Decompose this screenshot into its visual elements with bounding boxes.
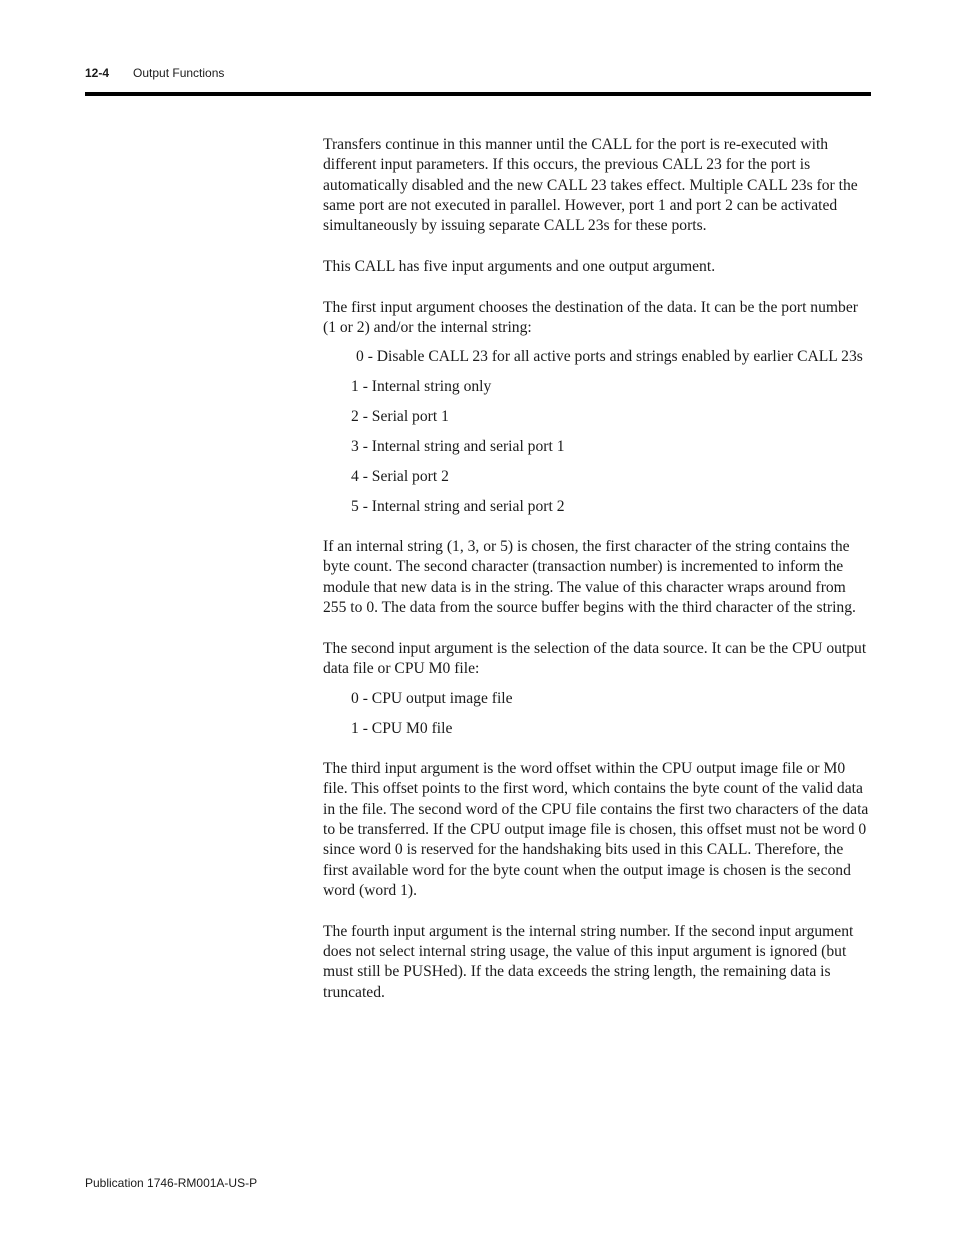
publication-footer: Publication 1746-RM001A-US-P	[85, 1176, 258, 1190]
paragraph-third-argument: The third input argument is the word offset within the CPU output image file or M0 file. This offset points to the first word, which contains the byte count of the valid data in the file. The second word of the CPU file contains the first two characters of the data to be transferred. If the CPU output image file is chosen, this offset must not be word 0 since word 0 is reserved for the handshaking bits used in this CALL. Therefore, the first available word for the byte count when the output image is chosen is the second word (word 1).	[323, 760, 869, 899]
paragraph-fourth-argument: The fourth input argument is the internal string number. If the second input argument does not select internal string usage, the value of this input argument is ignored (but must still be PUSHed). If the data exceeds the string length, the remaining data is truncated.	[323, 922, 854, 1001]
source-option-0: 0 - CPU output image file	[351, 689, 513, 707]
destination-option-2: 2 - Serial port 1	[351, 407, 449, 425]
paragraph-transfers: Transfers continue in this manner until the CALL for the port is re-executed with different input parameters. If this occurs, the previous CALL 23 for the port is automatically disabled and the new CALL 23 takes effect. Multiple CALL 23s for the same port are not executed in parallel. However, port 1 and port 2 can be activated simultaneously by issuing separate CALL 23s for these ports.	[323, 136, 858, 235]
destination-option-5: 5 - Internal string and serial port 2	[351, 497, 565, 515]
paragraph-arguments-count: This CALL has five input arguments and one output argument.	[323, 258, 716, 276]
page-number: 12-4	[85, 66, 110, 80]
paragraph-internal-string: If an internal string (1, 3, or 5) is chosen, the first character of the string contains the byte count. The second character (transaction number) is incremented to inform the module that new data is in the string. The value of this character wraps around from 255 to 0. The data from the source buffer begins with the third character of the string.	[323, 537, 856, 616]
paragraph-second-argument: The second input argument is the selection of the data source. It can be the CPU output data file or CPU M0 file:	[323, 639, 867, 677]
paragraph-first-argument: The first input argument chooses the destination of the data. It can be the port number (1 or 2) and/or the internal string:	[323, 298, 858, 337]
section-title: Output Functions	[133, 66, 225, 80]
destination-option-1: 1 - Internal string only	[351, 378, 492, 396]
page-body	[323, 135, 871, 1024]
destination-option-3: 3 - Internal string and serial port 1	[351, 437, 565, 455]
destination-option-4: 4 - Serial port 2	[351, 467, 449, 485]
page-header	[85, 66, 871, 96]
destination-option-0: 0 - Disable CALL 23 for all active ports and strings enabled by earlier CALL 23s	[356, 348, 863, 366]
source-option-1: 1 - CPU M0 file	[351, 719, 453, 737]
